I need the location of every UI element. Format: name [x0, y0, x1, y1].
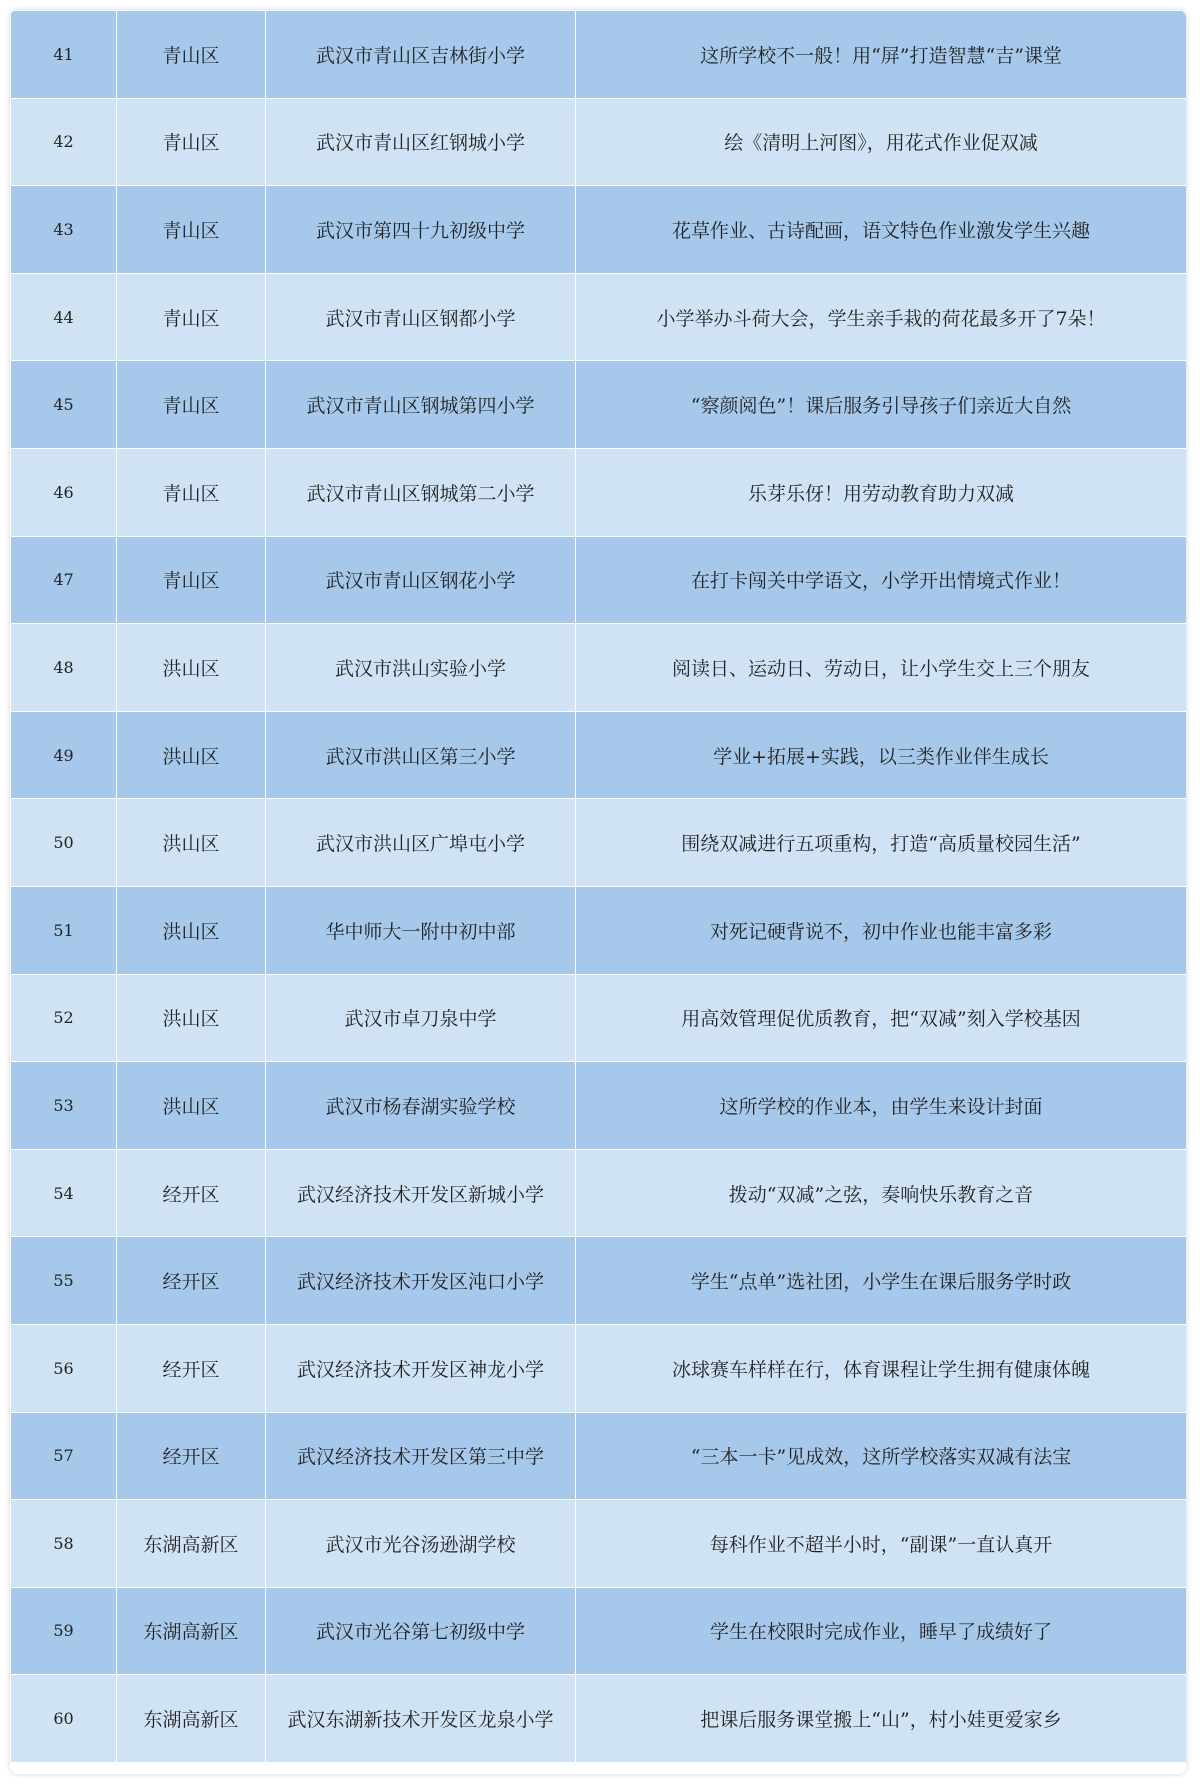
district-cell: 东湖高新区	[117, 1675, 266, 1763]
row-number: 44	[11, 273, 117, 361]
table-row	[11, 1500, 1187, 1588]
table-row	[11, 711, 1187, 799]
case-title-cell: 冰球赛车样样在行，体育课程让学生拥有健康体魄	[576, 1324, 1187, 1412]
table-row	[11, 1675, 1187, 1763]
district-cell: 洪山区	[117, 799, 266, 887]
school-name-cell: 武汉市洪山区第三小学	[266, 711, 576, 799]
row-number: 49	[11, 711, 117, 799]
row-number: 57	[11, 1412, 117, 1500]
district-cell: 洪山区	[117, 1062, 266, 1150]
case-title-cell: 阅读日、运动日、劳动日，让小学生交上三个朋友	[576, 624, 1187, 712]
school-name-cell: 武汉市光谷第七初级中学	[266, 1587, 576, 1675]
case-title-cell: 把课后服务课堂搬上“山”，村小娃更爱家乡	[576, 1675, 1187, 1763]
table-row	[11, 1062, 1187, 1150]
school-name-cell: 武汉市青山区钢城第二小学	[266, 448, 576, 536]
table-row	[11, 1412, 1187, 1500]
row-number: 60	[11, 1675, 117, 1763]
case-title-cell: 拨动“双减”之弦，奏响快乐教育之音	[576, 1149, 1187, 1237]
table-row	[11, 536, 1187, 624]
school-name-cell: 武汉经济技术开发区神龙小学	[266, 1324, 576, 1412]
district-cell: 东湖高新区	[117, 1500, 266, 1588]
table-row	[11, 273, 1187, 361]
table-row	[11, 98, 1187, 186]
school-name-cell: 武汉东湖新技术开发区龙泉小学	[266, 1675, 576, 1763]
school-name-cell: 武汉市光谷汤逊湖学校	[266, 1500, 576, 1588]
row-number: 47	[11, 536, 117, 624]
district-cell: 青山区	[117, 536, 266, 624]
table-row	[11, 448, 1187, 536]
case-title-cell: “察颜阅色”！课后服务引导孩子们亲近大自然	[576, 361, 1187, 449]
district-cell: 经开区	[117, 1237, 266, 1325]
case-title-cell: 这所学校的作业本，由学生来设计封面	[576, 1062, 1187, 1150]
district-cell: 青山区	[117, 448, 266, 536]
school-name-cell: 武汉市青山区钢城第四小学	[266, 361, 576, 449]
district-cell: 洪山区	[117, 624, 266, 712]
table-row	[11, 1149, 1187, 1237]
case-title-cell: 乐芽乐伢！用劳动教育助力双减	[576, 448, 1187, 536]
school-name-cell: 武汉市青山区钢花小学	[266, 536, 576, 624]
case-title-cell: 学生在校限时完成作业，睡早了成绩好了	[576, 1587, 1187, 1675]
table-row	[11, 186, 1187, 274]
table-frame	[10, 10, 1186, 1774]
case-title-cell: 每科作业不超半小时，“副课”一直认真开	[576, 1500, 1187, 1588]
table-row	[11, 1324, 1187, 1412]
row-number: 54	[11, 1149, 117, 1237]
row-number: 56	[11, 1324, 117, 1412]
district-cell: 青山区	[117, 11, 266, 99]
school-name-cell: 武汉经济技术开发区新城小学	[266, 1149, 576, 1237]
row-number: 51	[11, 886, 117, 974]
table-row	[11, 361, 1187, 449]
table-row	[11, 886, 1187, 974]
case-title-cell: 围绕双减进行五项重构，打造“高质量校园生活”	[576, 799, 1187, 887]
table-row	[11, 1237, 1187, 1325]
school-name-cell: 华中师大一附中初中部	[266, 886, 576, 974]
table-row	[11, 624, 1187, 712]
table-row	[11, 799, 1187, 887]
row-number: 58	[11, 1500, 117, 1588]
case-title-cell: 小学举办斗荷大会，学生亲手栽的荷花最多开了7朵！	[576, 273, 1187, 361]
school-name-cell: 武汉市洪山区广埠屯小学	[266, 799, 576, 887]
district-cell: 经开区	[117, 1324, 266, 1412]
district-cell: 青山区	[117, 273, 266, 361]
school-name-cell: 武汉市杨春湖实验学校	[266, 1062, 576, 1150]
table-row	[11, 1587, 1187, 1675]
row-number: 53	[11, 1062, 117, 1150]
case-title-cell: 这所学校不一般！用“屏”打造智慧“吉”课堂	[576, 11, 1187, 99]
school-name-cell: 武汉市第四十九初级中学	[266, 186, 576, 274]
district-cell: 经开区	[117, 1412, 266, 1500]
district-cell: 洪山区	[117, 974, 266, 1062]
district-cell: 青山区	[117, 98, 266, 186]
row-number: 48	[11, 624, 117, 712]
school-name-cell: 武汉市青山区吉林街小学	[266, 11, 576, 99]
table-row	[11, 11, 1187, 99]
row-number: 43	[11, 186, 117, 274]
district-cell: 青山区	[117, 361, 266, 449]
row-number: 45	[11, 361, 117, 449]
district-cell: 洪山区	[117, 886, 266, 974]
case-title-cell: 绘《清明上河图》，用花式作业促双减	[576, 98, 1187, 186]
case-title-cell: 在打卡闯关中学语文，小学开出情境式作业！	[576, 536, 1187, 624]
case-title-cell: 用高效管理促优质教育，把“双减”刻入学校基因	[576, 974, 1187, 1062]
district-cell: 洪山区	[117, 711, 266, 799]
table-body	[11, 11, 1187, 1763]
school-name-cell: 武汉经济技术开发区第三中学	[266, 1412, 576, 1500]
case-title-cell: 对死记硬背说不，初中作业也能丰富多彩	[576, 886, 1187, 974]
school-name-cell: 武汉市卓刀泉中学	[266, 974, 576, 1062]
row-number: 41	[11, 11, 117, 99]
row-number: 59	[11, 1587, 117, 1675]
school-name-cell: 武汉市洪山实验小学	[266, 624, 576, 712]
school-case-table	[10, 10, 1186, 1763]
row-number: 55	[11, 1237, 117, 1325]
school-name-cell: 武汉市青山区钢都小学	[266, 273, 576, 361]
case-title-cell: 花草作业、古诗配画，语文特色作业激发学生兴趣	[576, 186, 1187, 274]
row-number: 52	[11, 974, 117, 1062]
district-cell: 经开区	[117, 1149, 266, 1237]
school-name-cell: 武汉经济技术开发区沌口小学	[266, 1237, 576, 1325]
district-cell: 东湖高新区	[117, 1587, 266, 1675]
district-cell: 青山区	[117, 186, 266, 274]
row-number: 46	[11, 448, 117, 536]
case-title-cell: 学生“点单”选社团，小学生在课后服务学时政	[576, 1237, 1187, 1325]
row-number: 42	[11, 98, 117, 186]
school-name-cell: 武汉市青山区红钢城小学	[266, 98, 576, 186]
table-row	[11, 974, 1187, 1062]
case-title-cell: 学业+拓展+实践，以三类作业伴生成长	[576, 711, 1187, 799]
row-number: 50	[11, 799, 117, 887]
case-title-cell: “三本一卡”见成效，这所学校落实双减有法宝	[576, 1412, 1187, 1500]
